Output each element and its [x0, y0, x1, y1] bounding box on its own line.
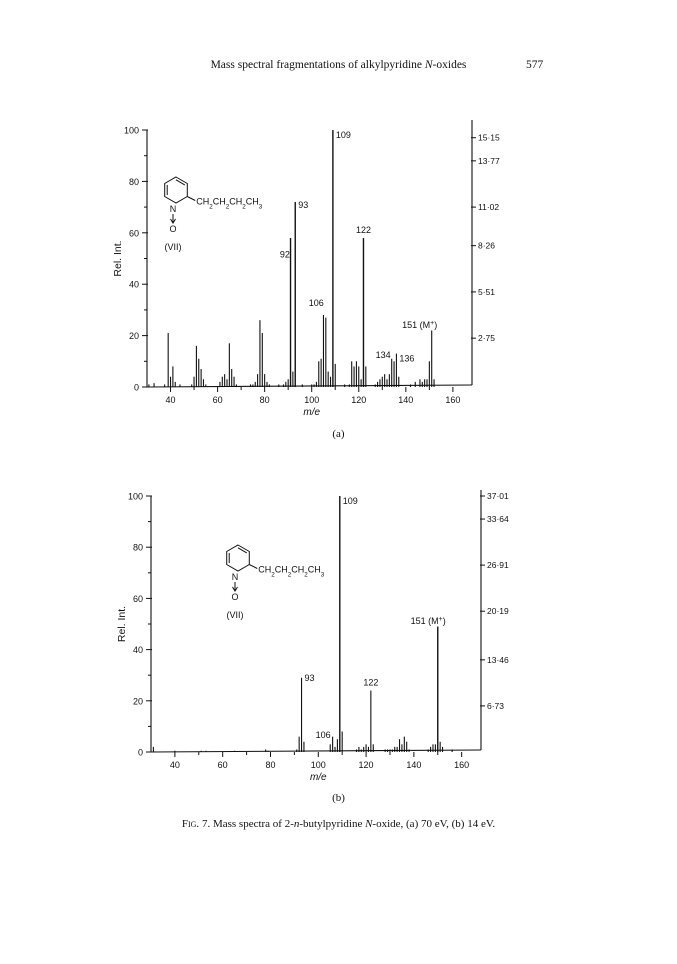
- y-axis-label: Rel. Int.: [116, 605, 128, 643]
- nitrogen-atom: N: [169, 204, 177, 214]
- ring-bonds: [227, 545, 250, 571]
- oxygen-atom: O: [231, 592, 239, 602]
- substituent-bond: [187, 197, 195, 201]
- y-tick-label: 80: [132, 542, 143, 553]
- peak-annotation: 151 (M+): [402, 319, 438, 331]
- peak-annotation: 93: [304, 673, 315, 684]
- x-tick-label: 40: [165, 395, 176, 405]
- peak-annotation: 93: [298, 199, 309, 210]
- y-tick-label: 60: [132, 593, 143, 604]
- compound-label: (VII): [164, 242, 182, 252]
- pyridine-n-oxide-structure: [165, 177, 263, 252]
- x-axis-line: [151, 750, 481, 752]
- panel-label-b: (b): [332, 792, 345, 804]
- y2-tick-label: 15·15: [478, 132, 500, 143]
- x-tick-label: 80: [265, 760, 276, 770]
- x-axis-line: [147, 385, 472, 387]
- x-tick-label: 120: [351, 395, 367, 405]
- y-axis-label: Rel. Int.: [112, 240, 124, 277]
- y-tick-label: 100: [123, 125, 139, 136]
- substituent-label: $CH_2CH_2CH_2CH_3$: [196, 196, 263, 210]
- substituent-label: $CH_2CH_2CH_2CH_3$: [258, 564, 325, 578]
- nitrogen-atom: N: [231, 572, 239, 582]
- y-tick-label: 80: [128, 176, 139, 187]
- y-tick-label: 0: [137, 747, 143, 758]
- double-bond: [176, 180, 185, 185]
- peak-annotation: 122: [363, 677, 379, 688]
- peak-annotation: 106: [315, 730, 331, 741]
- x-axis-label: m/e: [303, 407, 321, 418]
- peak-annotation: 122: [355, 224, 371, 235]
- peak-annotation: 109: [342, 496, 358, 506]
- x-tick-label: 100: [310, 760, 326, 770]
- page-number: 577: [526, 59, 544, 71]
- oxygen-atom: O: [169, 224, 177, 234]
- peak-annotation: 109: [335, 130, 351, 140]
- x-tick-label: 140: [406, 760, 422, 770]
- x-tick-label: 60: [217, 760, 228, 770]
- peak-annotation: 136: [399, 353, 415, 364]
- peak-annotation: 151 (M+): [410, 615, 446, 627]
- y2-tick-label: 37·01: [487, 491, 509, 501]
- y2-tick-label: 20·19: [487, 606, 509, 617]
- mass-spectrum-chart-a: [0, 110, 677, 450]
- y-tick-label: 60: [128, 228, 139, 239]
- x-tick-label: 160: [445, 395, 461, 405]
- running-header-title: Mass spectral fragmentations of alkylpyridine N-oxides: [210, 59, 467, 71]
- panel-label-a: (a): [332, 428, 345, 440]
- y2-tick-label: 11·02: [478, 202, 500, 213]
- x-tick-label: 120: [358, 760, 374, 770]
- y2-tick-label: 6·73: [487, 700, 505, 711]
- y-tick-label: 40: [132, 645, 143, 656]
- double-bond: [238, 548, 247, 553]
- y2-tick-label: 5·51: [478, 286, 496, 297]
- y2-tick-label: 2·75: [478, 333, 496, 344]
- peak-annotation: 106: [308, 298, 324, 309]
- y-tick-label: 40: [128, 279, 139, 290]
- x-axis-label: m/e: [309, 772, 327, 783]
- y2-tick-label: 33·64: [487, 514, 509, 525]
- y-tick-label: 100: [127, 491, 143, 502]
- x-tick-label: 40: [169, 760, 180, 770]
- peak-annotation: 92: [279, 249, 290, 260]
- y2-tick-label: 26·91: [487, 560, 509, 571]
- x-tick-label: 140: [398, 395, 414, 405]
- y2-tick-label: 13·46: [487, 654, 509, 665]
- x-tick-label: 60: [212, 395, 223, 405]
- peak-annotation: 134: [375, 350, 391, 361]
- mass-spectrum-chart-b: [0, 480, 677, 810]
- x-tick-label: 160: [454, 760, 470, 770]
- y-tick-label: 20: [132, 696, 143, 707]
- x-tick-label: 100: [304, 395, 320, 405]
- pyridine-n-oxide-structure: [227, 545, 325, 620]
- y2-tick-label: 8·26: [478, 240, 496, 251]
- substituent-bond: [249, 565, 257, 569]
- y-tick-label: 20: [128, 331, 139, 342]
- ring-bonds: [165, 177, 188, 203]
- figure-caption: Fig. 7. Mass spectra of 2-n-butylpyridine N-oxide, (a) 70 eV, (b) 14 eV.: [181, 818, 496, 830]
- y2-tick-label: 13·77: [478, 155, 500, 166]
- compound-label: (VII): [226, 610, 244, 620]
- y-tick-label: 0: [133, 382, 139, 393]
- x-tick-label: 80: [259, 395, 270, 405]
